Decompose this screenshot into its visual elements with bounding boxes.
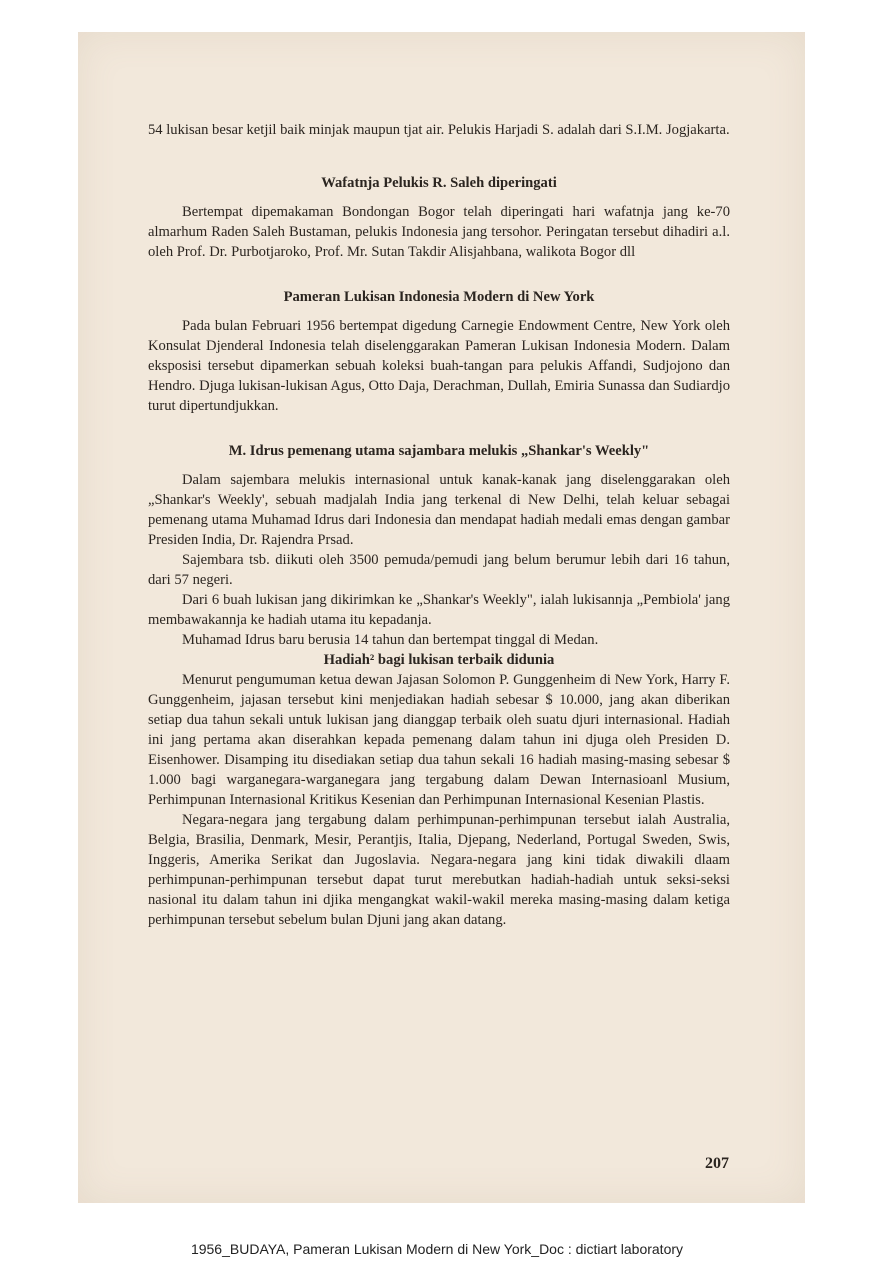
section-idrus-paragraph: Dalam sajembara melukis internasional untuk kanak-kanak jang diselenggarakan oleh „Shankar's Weekly', sebuah madjalah India jang terkenal di New Delhi, telah keluar sebagai pemenang utama Muhamad Idrus dari Indonesia dan mendapat hadiah medali emas dengan gambar Presiden India, Dr. Rajendra Prsad.	[148, 472, 730, 548]
section-saleh-paragraph: Bertempat dipemakaman Bondongan Bogor telah diperingati hari wafatnja jang ke-70 almarhum Raden Saleh Bustaman, pelukis Indonesia jang tersohor. Peringatan tersebut dihadiri a.l. oleh Prof. Dr. Purbotjaroko, Prof. Mr. Sutan Takdir Alisjahbana, walikota Bogor dll	[148, 204, 730, 260]
section-idrus-paragraph: Dari 6 buah lukisan jang dikirimkan ke „Shankar's Weekly", ialah lukisannja „Pembiola' jang membawakannja ke hadiah utama itu kepadanja.	[148, 592, 730, 628]
document-caption: 1956_BUDAYA, Pameran Lukisan Modern di New York_Doc : dictiart laboratory	[190, 1241, 684, 1257]
section-title-pameran: Pameran Lukisan Indonesia Modern di New York	[283, 289, 595, 305]
section-hadiah-paragraph: Menurut pengumuman ketua dewan Jajasan Solomon P. Gunggenheim di New York, Harry F. Gunggenheim, jajasan tersebut kini menjediakan hadiah sebesar $ 10.000, jang akan diberikan setiap dua tahun sekali untuk lukisan jang dianggap terbaik oleh suatu djuri internasional. Hadiah ini jang pertama akan diserahkan kepada pemenang dalam tahun ini djuga oleh Presiden D. Eisenhower. Disamping itu disediakan setiap dua tahun sekali 16 hadiah masing-masing sebesar $ 1.000 bagi warganegara-warganegara jang tergabung dalam Dewan Internasioanl Musium, Perhimpunan Internasional Kritikus Kesenian dan Perhimpunan Internasional Kesenian Plastis.	[148, 672, 730, 808]
section-title-saleh: Wafatnja Pelukis R. Saleh diperingati	[321, 175, 557, 191]
section-idrus-paragraph: Sajembara tsb. diikuti oleh 3500 pemuda/pemudi jang belum berumur lebih dari 16 tahun, dari 57 negeri.	[148, 552, 730, 588]
scanned-page	[78, 32, 805, 1203]
section-idrus-paragraph: Muhamad Idrus baru berusia 14 tahun dan bertempat tinggal di Medan.	[182, 632, 599, 648]
section-title-idrus: M. Idrus pemenang utama sajambara melukis „Shankar's Weekly"	[228, 443, 650, 459]
section-pameran-paragraph: Pada bulan Februari 1956 bertempat digedung Carnegie Endowment Centre, New York oleh Konsulat Djenderal Indonesia telah diselenggarakan Pameran Lukisan Indonesia Modern. Dalam eksposisi tersebut dipamerkan sebuah koleksi buah-tangan para pelukis Affandi, Sudjojono dan Hendro. Djuga lukisan-lukisan Agus, Otto Daja, Derachman, Dullah, Emiria Sunassa dan Sudiardjo turut dipertundjukkan.	[148, 318, 731, 414]
section-title-hadiah: Hadiah² bagi lukisan terbaik didunia	[323, 652, 555, 668]
intro-paragraph: 54 lukisan besar ketjil baik minjak maupun tjat air. Pelukis Harjadi S. adalah dari S.I.M. Jogjakarta.	[148, 122, 730, 138]
page-number: 207	[705, 1155, 729, 1172]
page-content	[148, 120, 730, 930]
section-hadiah-paragraph: Negara-negara jang tergabung dalam perhimpunan-perhimpunan tersebut ialah Australia, Belgia, Brasilia, Denmark, Mesir, Perantjis, Italia, Djepang, Nederland, Portugal Sweden, Swis, Inggeris, Amerika Serikat dan Jugoslavia. Negara-negara jang kini tidak diwakili dlaam perhimpunan-perhimpunan tersebut dapat turut merebutkan hadiah-hadiah untuk seksi-seksi nasional itu dalam tahun ini djika mengangkat wakil-wakil mereka masing-masing dalam ketiga perhimpunan tersebut sebelum bulan Djuni jang akan datang.	[148, 812, 730, 928]
